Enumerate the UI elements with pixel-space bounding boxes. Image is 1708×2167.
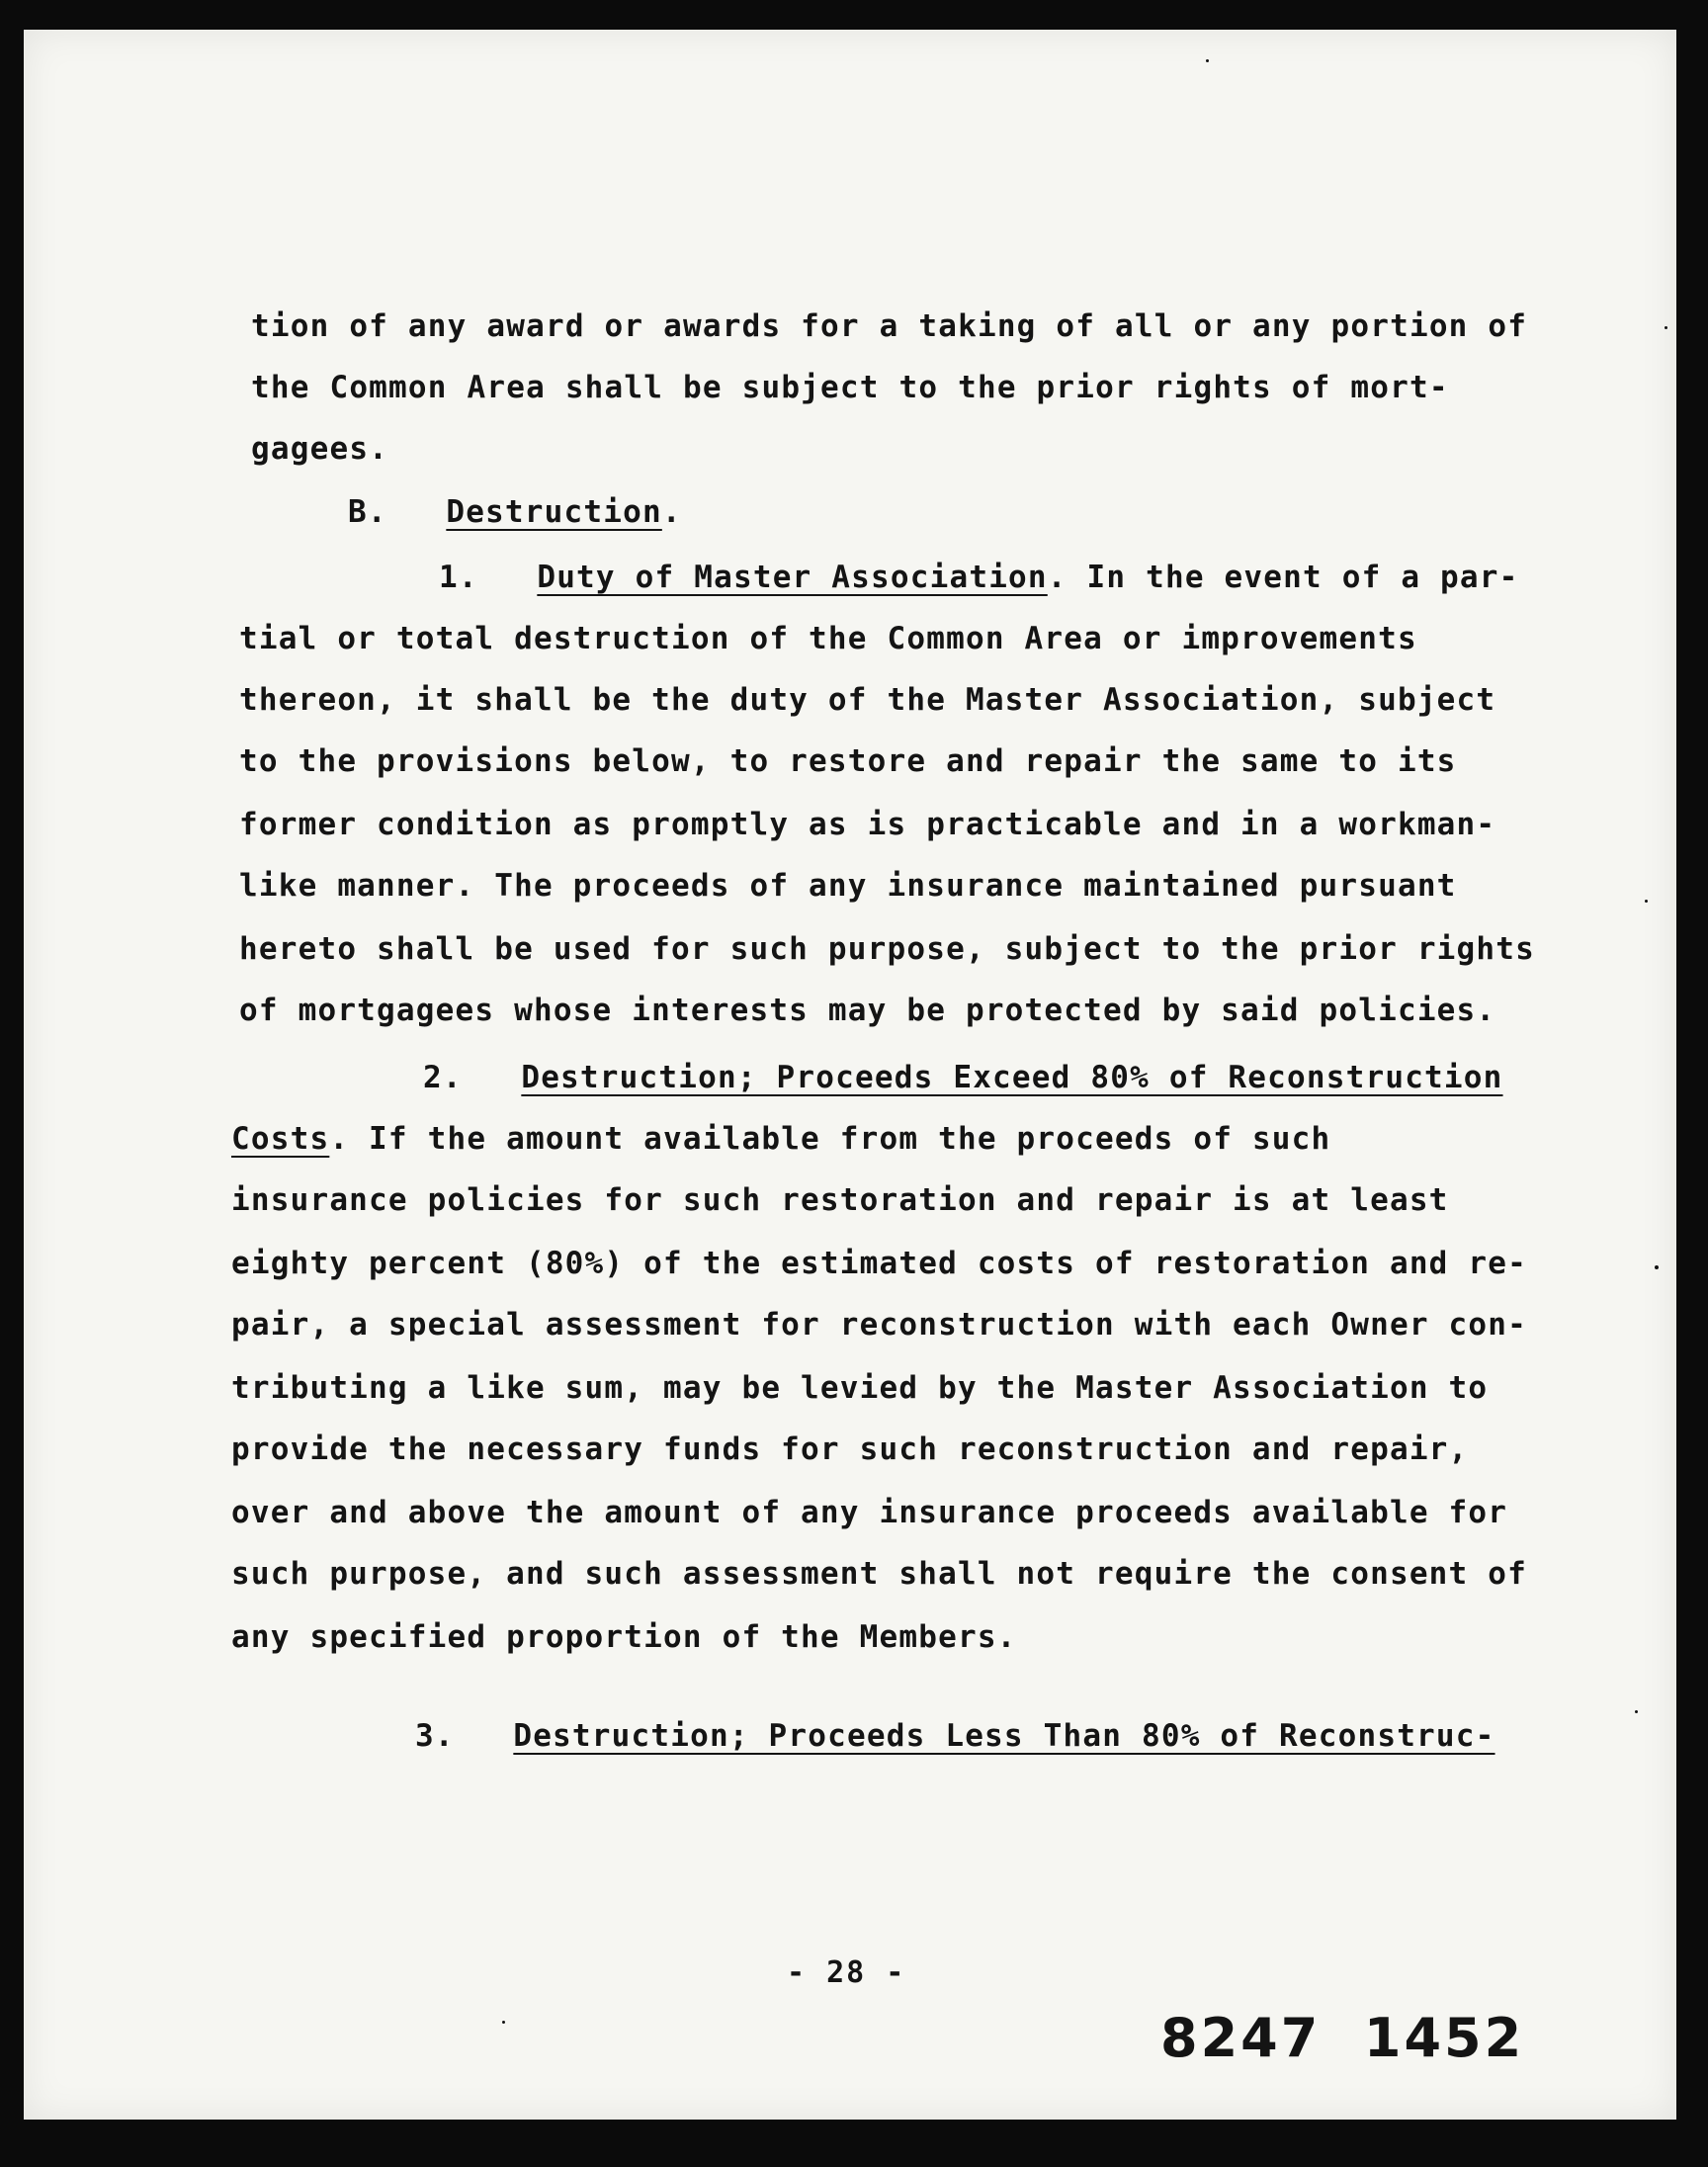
item-2-title-line1: Destruction; Proceeds Exceed 80% of Reconstruction <box>521 1060 1503 1095</box>
body-line: provide the necessary funds for such reconstruction and repair, <box>231 1431 1469 1467</box>
item-1-after-title: . In the event of a par- <box>1047 560 1519 595</box>
body-line: pair, a special assessment for reconstruction with each Owner con- <box>231 1307 1527 1343</box>
body-line: eighty percent (80%) of the estimated costs of restoration and re- <box>231 1246 1527 1281</box>
body-line: over and above the amount of any insurance proceeds available for <box>231 1495 1508 1530</box>
item-2-heading <box>423 1058 1503 1097</box>
item-1-heading <box>439 558 1519 597</box>
document-number-left: 8247 <box>1160 2007 1322 2069</box>
body-line: to the provisions below, to restore and repair the same to its <box>239 743 1457 779</box>
section-b-period: . <box>661 494 682 530</box>
body-line: such purpose, and such assessment shall not require the consent of <box>231 1556 1527 1592</box>
item-3-title: Destruction; Proceeds Less Than 80% of Reconstruc- <box>513 1718 1495 1754</box>
body-line: former condition as promptly as is practicable and in a workman- <box>239 807 1496 842</box>
body-line: the Common Area shall be subject to the prior rights of mort- <box>251 370 1449 405</box>
item-3-number: 3. <box>415 1718 455 1754</box>
document-number <box>1160 2007 1524 2069</box>
section-b-title: Destruction <box>446 494 662 530</box>
document-page <box>24 30 1676 2120</box>
body-line: thereon, it shall be the duty of the Master Association, subject <box>239 682 1496 718</box>
item-2-heading-cont <box>231 1119 1330 1159</box>
body-line: any specified proportion of the Members. <box>231 1619 1017 1655</box>
body-line: gagees. <box>251 431 389 467</box>
body-line: tion of any award or awards for a taking of all or any portion of <box>251 308 1528 344</box>
item-2-title-line2: Costs <box>231 1121 330 1157</box>
body-line: insurance policies for such restoration and repair is at least <box>231 1182 1449 1218</box>
item-1-number: 1. <box>439 560 478 595</box>
item-1-title: Duty of Master Association <box>537 560 1048 595</box>
body-line: tributing a like sum, may be levied by the Master Association to <box>231 1370 1489 1406</box>
body-line: hereto shall be used for such purpose, subject to the prior rights <box>239 931 1535 967</box>
body-line: tial or total destruction of the Common Area or improvements <box>239 621 1417 656</box>
item-3-heading <box>415 1716 1495 1756</box>
item-2-number: 2. <box>423 1060 463 1095</box>
body-line: like manner. The proceeds of any insurance maintained pursuant <box>239 868 1457 904</box>
page-number: - 28 - <box>787 1955 906 1990</box>
document-number-right: 1452 <box>1363 2007 1525 2069</box>
item-2-after-title: . If the amount available from the proceeds of such <box>329 1121 1331 1157</box>
section-b-label: B. <box>348 494 387 530</box>
section-b-heading <box>348 492 682 532</box>
body-line: of mortgagees whose interests may be protected by said policies. <box>239 993 1496 1028</box>
